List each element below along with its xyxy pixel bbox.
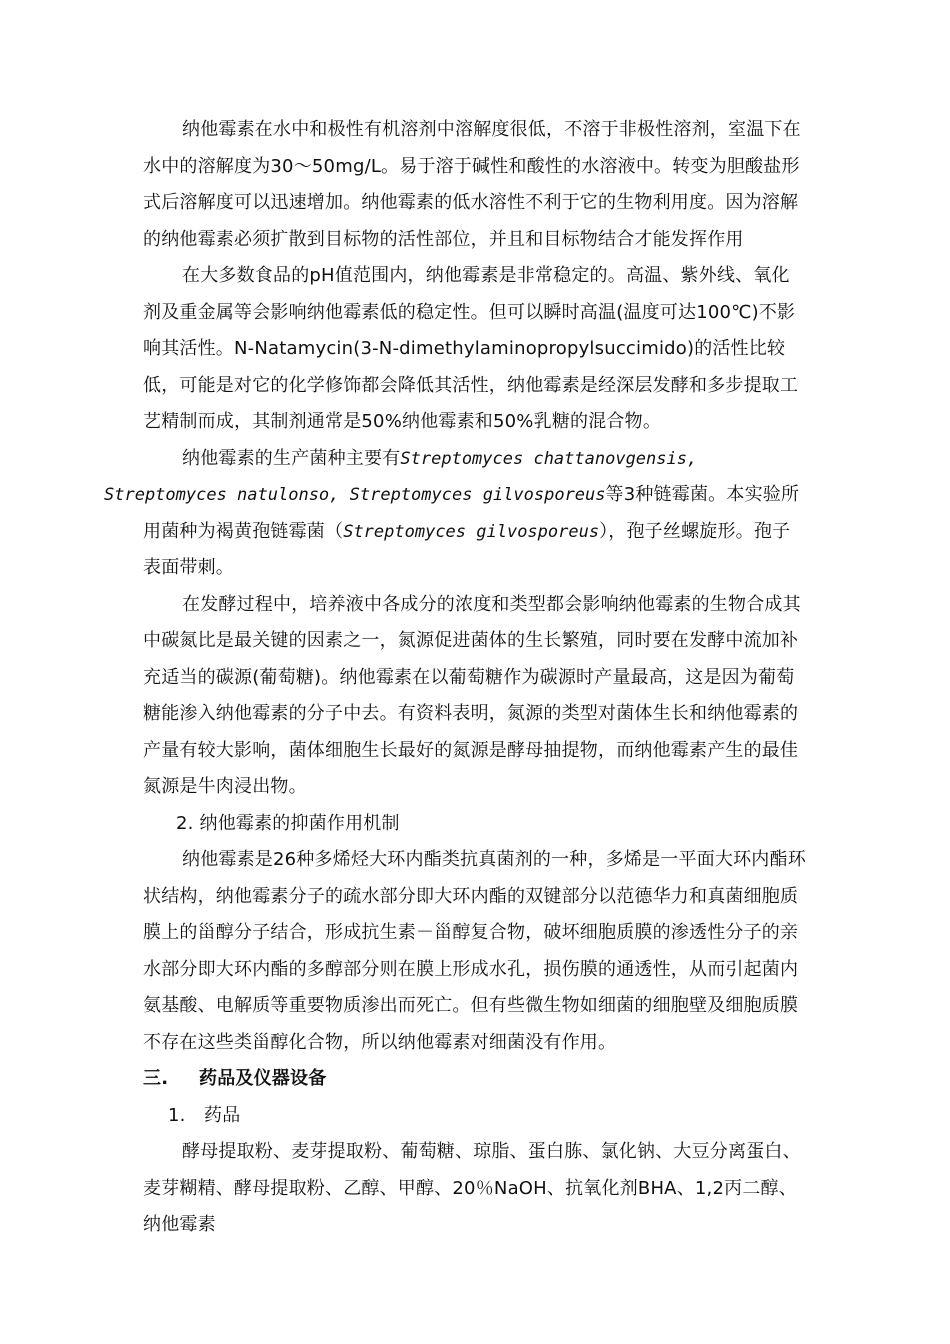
paragraph-chemicals-list: 酵母提取粉、麦芽提取粉、葡萄糖、琼脂、蛋白胨、氯化钠、大豆分离蛋白、麦芽糊精、酵母提取粉、乙醇、甲醇、20％NaOH、抗氧化剂BHA、1,2丙二醇、纳他霉素	[143, 1141, 801, 1235]
species-name-2: Streptomyces natulonso, Streptomyces gilvosporeus	[104, 485, 606, 505]
species-name-1: Streptomyces chattanovgensis,	[400, 448, 698, 469]
section-heading-mechanism: 2. 纳他霉素的抑菌作用机制	[176, 812, 400, 834]
body-text-upper	[104, 112, 807, 1244]
strains-end-text: ），孢子丝螺旋形。孢子表面带刺。	[143, 520, 791, 578]
subsection-heading-chemicals	[143, 1098, 807, 1135]
paragraph-fermentation: 在发酵过程中，培养液中各成分的浓度和类型都会影响纳他霉素的生物合成其中碳氮比是最关键的因素之一，氮源促进菌体的生长繁殖，同时要在发酵中流加补充适当的碳源(葡萄糖)。纳他霉素在以葡萄糖作为碳源时产量最高，这是因为葡萄糖能渗入纳他霉素的分子中去。有资料表明，氮源的类型对菌体生长和纳他霉素的产量有较大影响，菌体细胞生长最好的氮源是酵母抽提物，而纳他霉素产生的最佳氮源是牛肉浸出物。	[143, 593, 801, 797]
section-title: 药品及仪器设备	[199, 1068, 327, 1089]
section-number: 三.	[143, 1068, 169, 1089]
paragraph-solubility: 纳他霉素在水中和极性有机溶剂中溶解度很低，不溶于非极性溶剂，室温下在水中的溶解度为30～50mg/L。易于溶于碱性和酸性的水溶液中。转变为胆酸盐形式后溶解度可以迅速增加。纳他霉素的低水溶性不利于它的生物利用度。因为溶解的纳他霉素必须扩散到目标物的活性部位，并且和目标物结合才能发挥作用	[143, 119, 801, 250]
paragraph-strains	[104, 441, 807, 587]
species-name-3: Streptomyces gilvosporeus	[343, 521, 600, 542]
strains-intro-text: 纳他霉素的生产菌种主要有	[182, 447, 401, 469]
paragraph-mechanism: 纳他霉素是26种多烯烃大环内酯类抗真菌剂的一种，多烯是一平面大环内酯环状结构，纳他霉素分子的疏水部分即大环内酯的双键部分以范德华力和真菌细胞质膜上的甾醇分子结合，形成抗生素－甾醇复合物，破坏细胞质膜的渗透性分子的亲水部分即大环内酯的多醇部分则在膜上形成水孔，损伤膜的通透性，从而引起菌内氨基酸、电解质等重要物质渗出而死亡。但有些微生物如细菌的细胞壁及细胞质膜不存在这些类甾醇化合物，所以纳他霉素对细菌没有作用。	[143, 849, 806, 1053]
subsection-number: 1.	[168, 1104, 186, 1126]
strains-mid-text: 等3种链霉菌。本实验所用菌种为褐黄孢链霉菌（	[143, 484, 800, 542]
paragraph-stability: 在大多数食品的pH值范围内，纳他霉素是非常稳定的。高温、紫外线、氧化剂及重金属等会影响纳他霉素低的稳定性。但可以瞬时高温(温度可达100℃)不影响其活性。N-Natamycin(3-N-dimethylaminopropylsuccimido)的活性比较低，可能是对它的化学修饰都会降低其活性，纳他霉素是经深层发酵和多步提取工艺精制而成，其制剂通常是50%纳他霉素和50%乳糖的混合物。	[143, 265, 799, 432]
subsection-title: 药品	[204, 1104, 241, 1126]
section-heading-materials	[143, 1061, 807, 1098]
